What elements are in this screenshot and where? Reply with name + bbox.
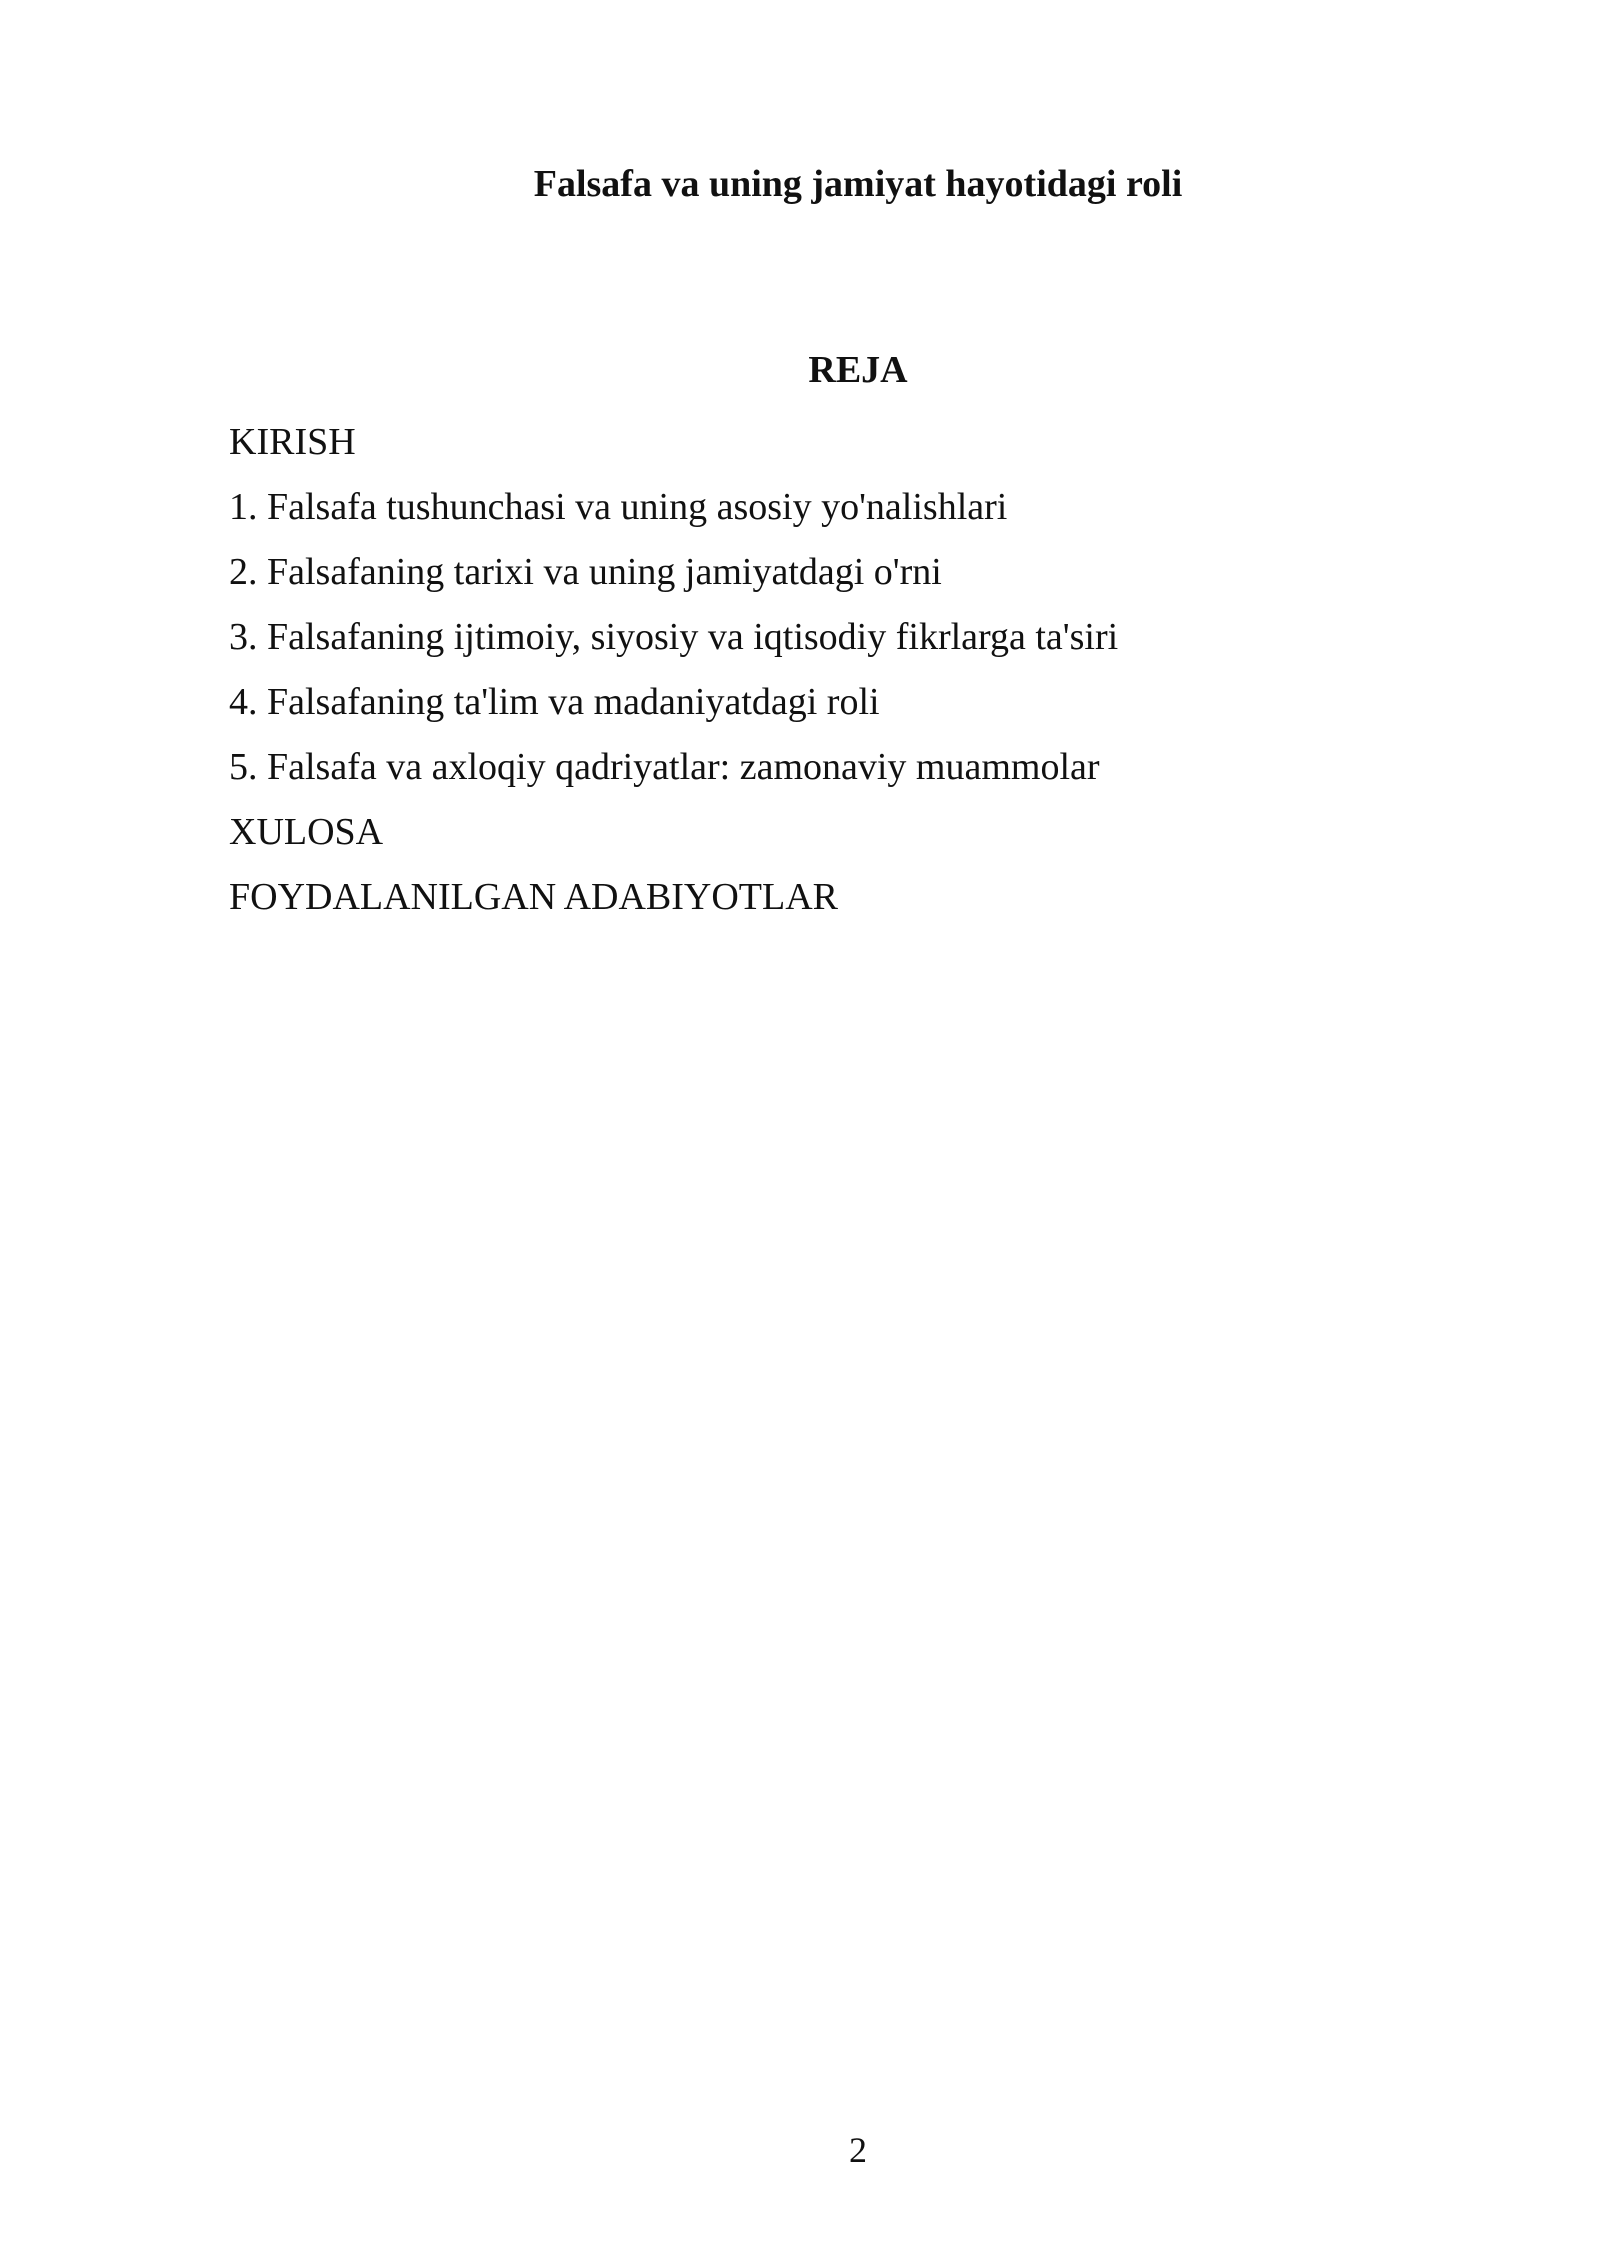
plan-item-1: 1. Falsafa tushunchasi va uning asosiy yo'nalishlari [229, 486, 1008, 528]
document-title: Falsafa va uning jamiyat hayotidagi roli [533, 163, 1183, 205]
plan-item-3: 3. Falsafaning ijtimoiy, siyosiy va iqtisodiy fikrlarga ta'siri [229, 616, 1119, 658]
plan-item-introduction: KIRISH [229, 421, 356, 463]
plan-list [229, 418, 1118, 938]
page-number: 2 [849, 2130, 867, 2170]
plan-item-5: 5. Falsafa va axloqiy qadriyatlar: zamonaviy muammolar [229, 746, 1100, 788]
plan-item-references: FOYDALANILGAN ADABIYOTLAR [229, 876, 839, 918]
plan-item-4: 4. Falsafaning ta'lim va madaniyatdagi roli [229, 681, 880, 723]
plan-item-2: 2. Falsafaning tarixi va uning jamiyatdagi o'rni [229, 551, 942, 593]
plan-item-conclusion: XULOSA [229, 811, 384, 853]
plan-heading: REJA [808, 349, 908, 391]
